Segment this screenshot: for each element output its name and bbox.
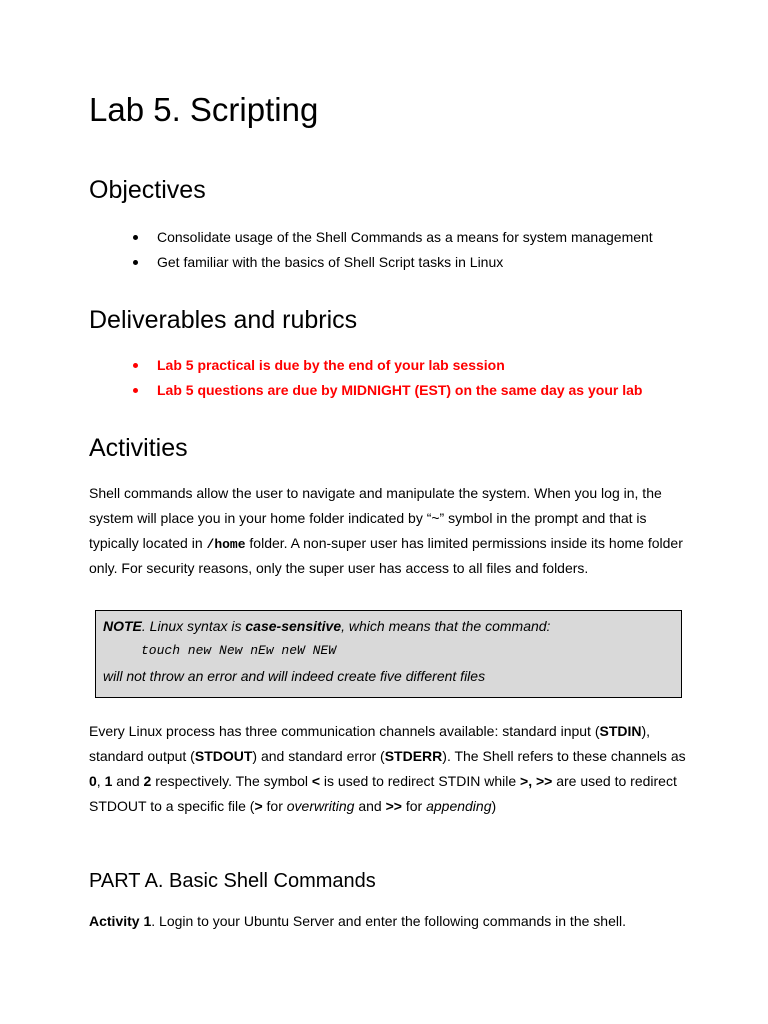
part-a-heading: PART A. Basic Shell Commands	[89, 870, 376, 892]
bullet-icon	[133, 388, 138, 393]
activity-1-label: Activity 1	[89, 913, 152, 929]
activities-intro-paragraph: Shell commands allow the user to navigate and manipulate the system. When you log in, the system will place you in your home folder indicated by “~” symbol in the prompt and that is typically located in /home folder. A non-super user has limited permissions inside its home folder only. For security reasons, only the super user has access to all files and folders.	[89, 485, 683, 576]
objectives-list	[133, 225, 653, 275]
bullet-icon	[133, 235, 138, 240]
deliverables-list	[133, 353, 642, 403]
objectives-heading: Objectives	[89, 176, 206, 204]
activities-heading: Activities	[89, 434, 188, 462]
note-box: NOTE. Linux syntax is case-sensitive, which means that the command: touch new New nEw neW NEW will not throw an error and will indeed create five different files	[95, 610, 682, 698]
bullet-icon	[133, 363, 138, 368]
list-item: Get familiar with the basics of Shell Script tasks in Linux	[133, 250, 653, 275]
note-label: NOTE	[103, 618, 142, 634]
home-path-code: /home	[206, 537, 246, 552]
page-title: Lab 5. Scripting	[89, 91, 319, 128]
activity-1-paragraph: Activity 1. Login to your Ubuntu Server and enter the following commands in the shell.	[89, 913, 626, 929]
list-item: Lab 5 practical is due by the end of your lab session	[133, 353, 642, 378]
touch-command-code: touch new New nEw neW NEW	[141, 643, 337, 658]
list-item: Consolidate usage of the Shell Commands as a means for system management	[133, 225, 653, 250]
list-item: Lab 5 questions are due by MIDNIGHT (EST) on the same day as your lab	[133, 378, 642, 403]
bullet-icon	[133, 260, 138, 265]
channels-paragraph: Every Linux process has three communication channels available: standard input (STDIN), standard output (STDOUT) and standard error (STDERR). The Shell refers to these channels as 0, 1 and 2 respectively. The symbol < is used to redirect STDIN while >, >> are used to redirect STDOUT to a specific file (> for overwriting and >> for appending)	[89, 723, 686, 814]
case-sensitive-emphasis: case-sensitive	[245, 618, 342, 634]
deliverables-heading: Deliverables and rubrics	[89, 306, 358, 334]
